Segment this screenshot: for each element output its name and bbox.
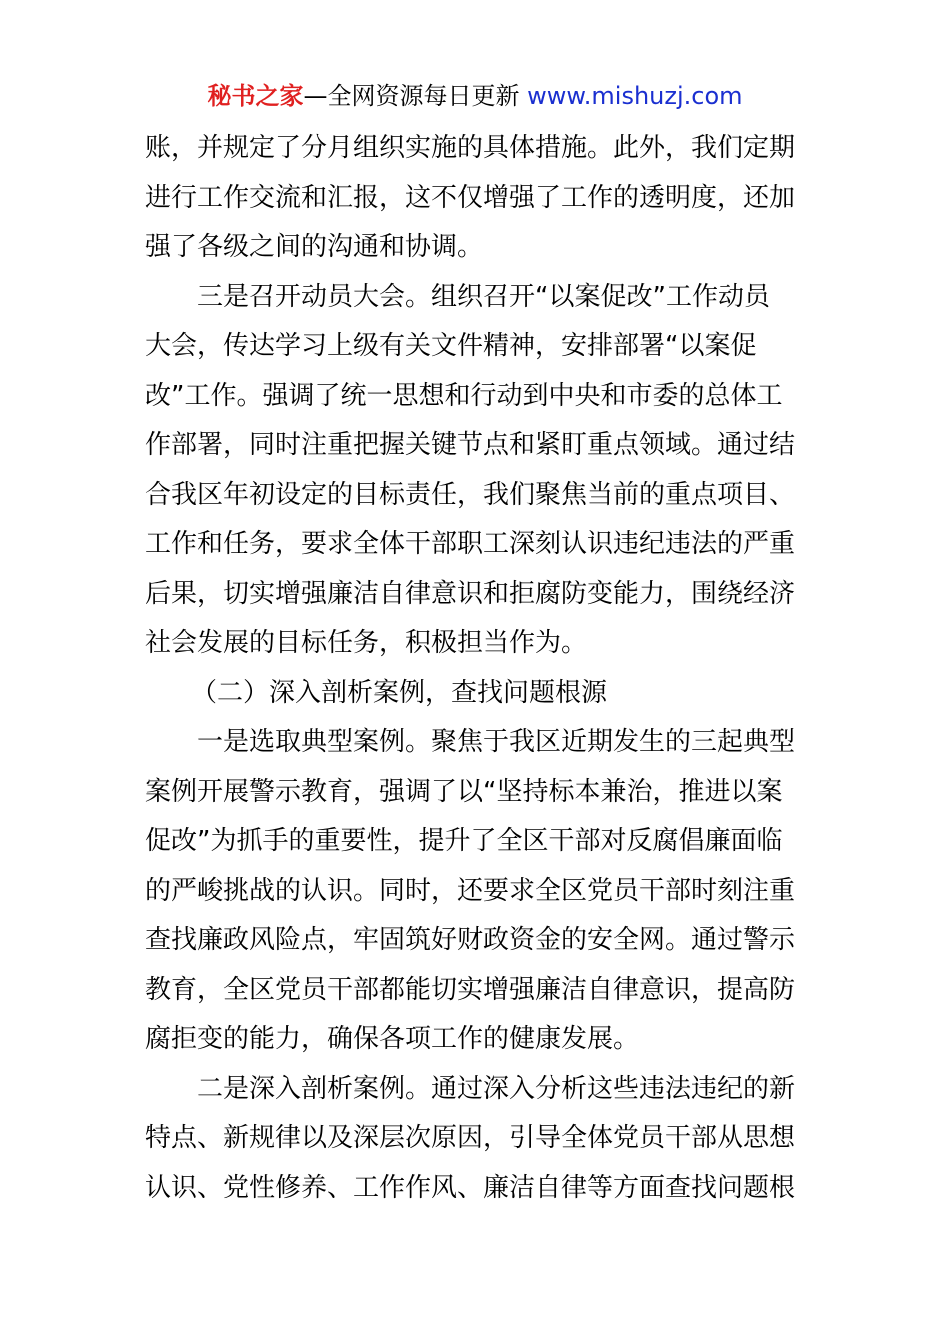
text-line: 查找廉政风险点，牢固筑好财政资金的安全网。通过警示: [145, 925, 796, 955]
section-heading: （二）深入剖析案例，查找问题根源: [191, 677, 608, 708]
text-line: 作部署，同时注重把握关键节点和紧盯重点领域。通过结: [145, 430, 796, 460]
paragraph-start-line: 三是召开动员大会。组织召开“以案促改”工作动员: [197, 281, 770, 312]
text-line: 进行工作交流和汇报，这不仅增强了工作的透明度，还加: [145, 182, 796, 213]
site-url-link[interactable]: www.mishuzj.com: [527, 82, 743, 110]
brand-name: 秘书之家: [207, 82, 304, 110]
text-line: 教育，全区党员干部都能切实增强廉洁自律意识，提高防: [145, 974, 796, 1005]
text-line: 特点、新规律以及深层次原因，引导全体党员干部从思想: [145, 1123, 796, 1153]
paragraph-start-line: 二是深入剖析案例。通过深入分析这些违法违纪的新: [197, 1073, 796, 1104]
document-body: [145, 124, 809, 1213]
page-header: [0, 80, 950, 112]
text-line: 的严峻挑战的认识。同时，还要求全区党员干部时刻注重: [145, 875, 796, 906]
text-line: 合我区年初设定的目标责任，我们聚焦当前的重点项目、: [145, 479, 796, 510]
text-line: 账，并规定了分月组织实施的具体措施。此外，我们定期: [145, 133, 796, 163]
header-tagline: —全网资源每日更新: [303, 82, 520, 110]
text-line: 改”工作。强调了统一思想和行动到中央和市委的总体工: [145, 380, 783, 411]
text-line: 促改”为抓手的重要性，提升了全区干部对反腐倡廉面临: [145, 826, 783, 856]
text-line: 认识、党性修养、工作作风、廉洁自律等方面查找问题根: [145, 1172, 796, 1203]
text-line: 强了各级之间的沟通和协调。: [145, 232, 484, 262]
text-line: 腐拒变的能力，确保各项工作的健康发展。: [145, 1024, 640, 1054]
text-line: 后果，切实增强廉洁自律意识和拒腐防变能力，围绕经济: [145, 578, 796, 609]
text-line: 社会发展的目标任务，积极担当作为。: [145, 628, 588, 658]
text-line: 工作和任务，要求全体干部职工深刻认识违纪违法的严重: [145, 529, 796, 559]
text-line: 大会，传达学习上级有关文件精神，安排部署“以案促: [145, 331, 757, 361]
paragraph-start-line: 一是选取典型案例。聚焦于我区近期发生的三起典型: [197, 727, 796, 757]
text-line: 案例开展警示教育，强调了以“坚持标本兼治，推进以案: [145, 776, 783, 807]
